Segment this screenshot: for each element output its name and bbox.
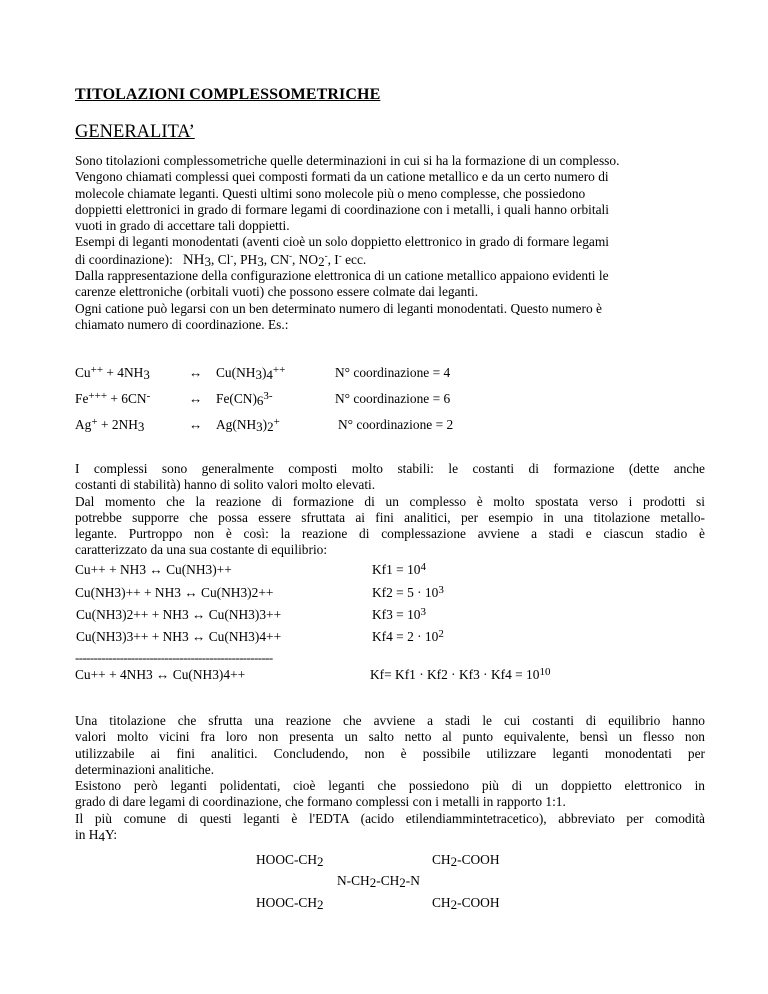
edta-bottom-right-group: $CH_2$-COOH: [432, 895, 500, 912]
conclusion-line: Esistono però leganti polidentati, cioè leganti che possiedono più di un doppietto elettronico in: [75, 778, 705, 794]
stability-line: I complessi sono generalmente composti molto stabili: le costanti di formazione (dette anche: [75, 461, 705, 476]
edta-top-left-group: HOOC-$CH_2$: [256, 852, 324, 869]
intro-line: Vengono chiamati complessi quei composti formati da un catione metallico e da un certo numero di: [75, 169, 609, 185]
step-equation-1: Cu++ + NH3 ↔ Cu(NH3)++: [75, 562, 232, 577]
step-equation-3: Cu(NH3)2++ + NH3 ↔ Cu(NH3)3++: [76, 607, 282, 622]
intro-line: carenze elettroniche (orbitali vuoti) che possono essere colmate dai leganti.: [75, 284, 479, 300]
stability-line: caratterizzato da una sua costante di equilibrio:: [75, 542, 328, 558]
conclusion-line: Il più comune di questi leganti è l'EDTA (acido etilendiammintetracetico), abbreviato per comodità: [75, 810, 705, 826]
conclusion-line: valori molto vicini fra loro non presenta un salto netto al punto equivalente, bensì un flesso non: [75, 729, 705, 745]
edta-bottom-left-group: HOOC-$CH_2$: [256, 895, 324, 912]
coord-example-ag: $Ag^+ + 2NH_3$: [75, 416, 145, 434]
conclusion-line: grado di dare legami di coordinazione, che formano complessi con i metalli in rapporto 1:1.: [75, 794, 566, 810]
section-heading: GENERALITA’: [75, 122, 195, 142]
overall-constant: $Kf= Kf1 \cdot Kf2 \cdot Kf3 \cdot Kf4 = 10^{10}$: [370, 666, 551, 682]
step-constant-2: $Kf2 = 5 \cdot 10^3$: [372, 584, 444, 600]
intro-line: chiamato numero di coordinazione. Es.:: [75, 316, 289, 332]
conclusion-paragraph: [75, 713, 705, 843]
coord-number-note: N° coordinazione = 4: [335, 365, 451, 380]
coord-number-note: N° coordinazione = 2: [338, 417, 454, 432]
intro-line: Ogni catione può legarsi con un ben determinato numero di leganti monodentati. Questo numero è: [75, 300, 602, 316]
coord-arrow: ↔: [189, 365, 203, 380]
coord-example-cu: $Cu^{++} + 4NH_3$: [75, 364, 150, 382]
coord-product-cu: $Cu(NH_3)_4^{++}$: [216, 364, 286, 382]
separator-line: -----------------------------------------------------: [75, 650, 273, 665]
conclusion-line: in $H_4Y$:: [75, 827, 118, 845]
edta-top-right-group: $CH_2$-COOH: [432, 852, 500, 869]
step-equation-4: Cu(NH3)3++ + NH3 ↔ Cu(NH3)4++: [76, 629, 282, 644]
intro-line: Dalla rappresentazione della configurazione elettronica di un catione metallico appaiono evidenti le: [75, 268, 609, 284]
stability-line: legante. Purtroppo non è così: la reazione di complessazione avviene a stadi e ciascun stadio è: [75, 526, 705, 542]
conclusion-line: Una titolazione che sfrutta una reazione che avviene a stadi le cui costanti di equilibrio hanno: [75, 713, 705, 728]
stability-line: potrebbe supporre che possa essere sfruttata ai fini analitici, per esempio in una titolazione metallo-: [75, 509, 705, 525]
intro-line: vuoti in grado di accettare tali doppietti.: [75, 218, 290, 234]
intro-line: molecole chiamate leganti. Questi ultimi sono molecole più o meno complesse, che possiedono: [75, 185, 586, 201]
step-equation-2: Cu(NH3)++ + NH3 ↔ Cu(NH3)2++: [75, 585, 274, 600]
conclusion-line: determinazioni analitiche.: [75, 761, 215, 777]
coord-product-fe: $Fe(CN)_6^{3-}$: [216, 390, 273, 408]
overall-equation: Cu++ + 4NH3 ↔ Cu(NH3)4++: [75, 667, 246, 682]
coord-arrow: ↔: [189, 391, 203, 406]
intro-line: Sono titolazioni complessometriche quelle determinazioni in cui si ha la formazione di un complesso.: [75, 153, 620, 168]
coord-product-ag: $Ag(NH_3)_2^+$: [216, 416, 280, 434]
stability-paragraph: [75, 461, 705, 559]
stability-line: costanti di stabilità) hanno di solito valori molto elevati.: [75, 477, 376, 493]
step-constant-3: $Kf3 = 10^3$: [372, 606, 426, 622]
intro-line: doppietti elettronici in grado di formare legami di coordinazione con i metalli, i quali hanno orbitali: [75, 201, 609, 217]
ligand-list-line: di coordinazione): $NH_3$, Cl-, $PH_3$, CN-, $NO_2^-$, I- ecc.: [75, 250, 367, 269]
intro-line: Esempi di leganti monodentati (aventi cioè un solo doppietto elettronico in grado di formare legami: [75, 234, 609, 250]
coord-arrow: ↔: [189, 417, 203, 432]
step-constant-4: $Kf4 = 2 \cdot 10^2$: [372, 628, 444, 644]
coord-number-note: N° coordinazione = 6: [335, 391, 451, 406]
document-title: TITOLAZIONI COMPLESSOMETRICHE: [75, 86, 381, 103]
edta-backbone: $N-CH_2-CH_2-N$: [337, 873, 420, 890]
intro-paragraph: [75, 153, 705, 333]
conclusion-line: utilizzabile ai fini analitici. Concludendo, non è possibile utilizzare leganti monodentati per: [75, 745, 705, 761]
stability-line: Dal momento che la reazione di formazione di un complesso è molto spostata verso i prodotti si: [75, 493, 705, 509]
step-constant-1: $Kf1 = 10^4$: [372, 561, 426, 577]
coord-example-fe: Fe+++ + 6CN-: [75, 390, 151, 406]
